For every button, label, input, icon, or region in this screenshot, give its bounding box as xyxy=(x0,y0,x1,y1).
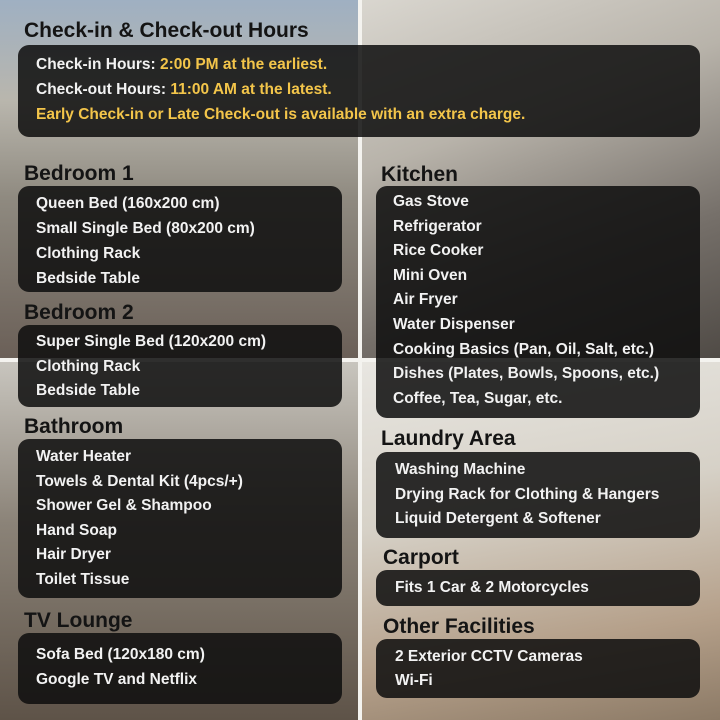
list-item: Shower Gel & Shampoo xyxy=(36,497,212,514)
list-item: Bedside Table xyxy=(36,382,140,399)
list-item: Rice Cooker xyxy=(393,242,484,259)
laundry-box xyxy=(376,452,700,538)
list-item: 2 Exterior CCTV Cameras xyxy=(395,648,583,665)
bedroom2-box xyxy=(18,325,342,407)
other-facilities-title: Other Facilities xyxy=(383,615,535,638)
list-item: Coffee, Tea, Sugar, etc. xyxy=(393,390,563,407)
list-item: Dishes (Plates, Bowls, Spoons, etc.) xyxy=(393,365,660,382)
kitchen-title: Kitchen xyxy=(381,163,459,186)
list-item: Liquid Detergent & Softener xyxy=(395,510,601,527)
list-item: Clothing Rack xyxy=(36,358,141,375)
checkout-hours xyxy=(36,82,332,98)
checkin-title: Check-in & Check-out Hours xyxy=(24,19,309,42)
list-item: Small Single Bed (80x200 cm) xyxy=(36,220,255,237)
list-item: Toilet Tissue xyxy=(36,571,130,588)
list-item: Hand Soap xyxy=(36,522,117,539)
checkin-label: Check-in Hours: xyxy=(36,56,161,73)
list-item: Wi-Fi xyxy=(395,672,433,689)
list-item: Drying Rack for Clothing & Hangers xyxy=(395,486,660,503)
bedroom1-title: Bedroom 1 xyxy=(24,162,134,185)
tvlounge-box xyxy=(18,633,342,704)
list-item: Clothing Rack xyxy=(36,245,141,262)
bathroom-box xyxy=(18,439,342,598)
bedroom2-title: Bedroom 2 xyxy=(24,301,134,324)
list-item: Gas Stove xyxy=(393,193,469,210)
list-item: Air Fryer xyxy=(393,291,458,308)
list-item: Sofa Bed (120x180 cm) xyxy=(36,646,205,663)
list-item: Google TV and Netflix xyxy=(36,671,198,688)
list-item: Water Heater xyxy=(36,448,132,465)
checkin-value: 2:00 PM at the earliest. xyxy=(160,56,328,73)
list-item: Queen Bed (160x200 cm) xyxy=(36,195,220,212)
carport-title: Carport xyxy=(383,546,459,569)
list-item: Cooking Basics (Pan, Oil, Salt, etc.) xyxy=(393,341,654,358)
list-item: Washing Machine xyxy=(395,461,526,478)
list-item: Mini Oven xyxy=(393,267,468,284)
carport-box xyxy=(376,570,700,606)
bedroom1-box xyxy=(18,186,342,292)
list-item: Water Dispenser xyxy=(393,316,515,333)
bathroom-title: Bathroom xyxy=(24,415,124,438)
tvlounge-title: TV Lounge xyxy=(24,609,133,632)
list-item: Super Single Bed (120x200 cm) xyxy=(36,333,267,350)
early-late-note: Early Check-in or Late Check-out is available with an extra charge. xyxy=(36,106,526,123)
list-item: Towels & Dental Kit (4pcs/+) xyxy=(36,473,243,490)
checkin-hours xyxy=(36,57,327,73)
list-item: Fits 1 Car & 2 Motorcycles xyxy=(395,579,589,596)
laundry-title: Laundry Area xyxy=(381,427,516,450)
list-item: Bedside Table xyxy=(36,270,140,287)
list-item: Hair Dryer xyxy=(36,546,111,563)
checkout-label: Check-out Hours: xyxy=(36,81,171,98)
checkin-box xyxy=(18,45,700,137)
other-facilities-box xyxy=(376,639,700,698)
kitchen-box xyxy=(376,186,700,418)
list-item: Refrigerator xyxy=(393,218,482,235)
checkout-value: 11:00 AM at the latest. xyxy=(170,81,332,98)
